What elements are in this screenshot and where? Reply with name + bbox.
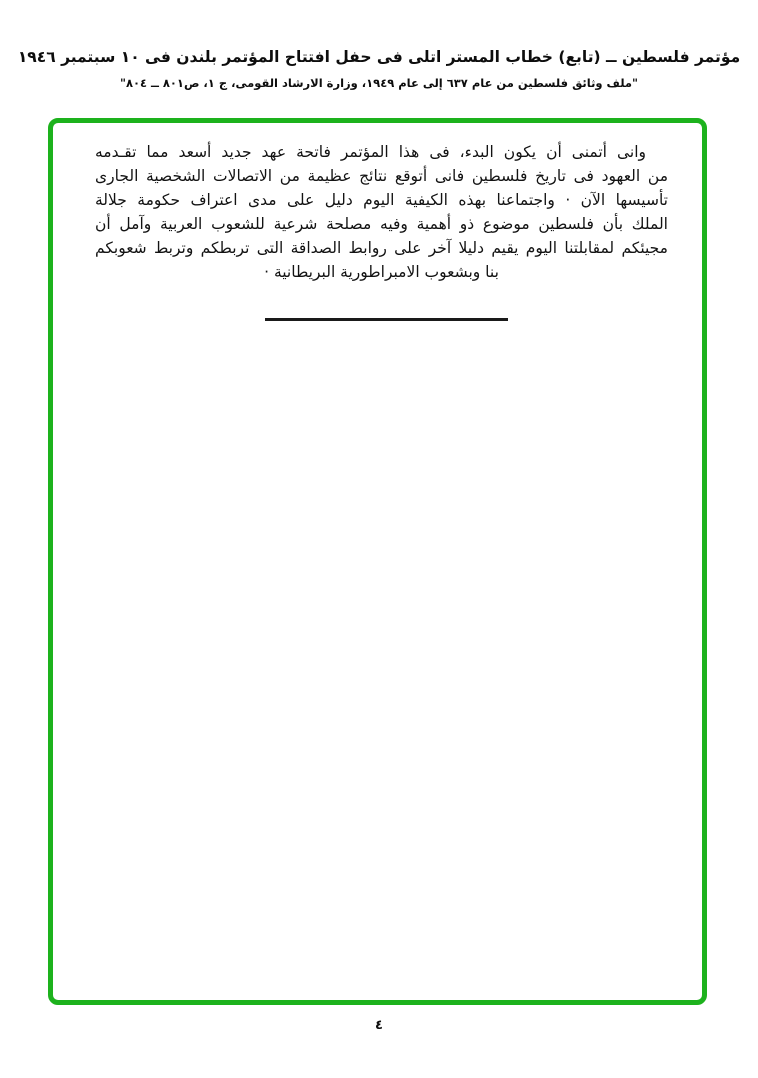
paragraph-line: وانى أتمنى أن يكون البدء، فى هذا المؤتمر فاتحة عهد جديد أسعد مما تقـدمه — [95, 143, 646, 161]
paragraph-line: بنا وبشعوب الامبراطورية البريطانية · — [264, 263, 499, 281]
source-citation: "ملف وثائق فلسطين من عام ٦٣٧ إلى عام ١٩٤٩، وزارة الارشاد القومى، ج ١، ص٨٠١ ــ ٨٠٤" — [119, 76, 639, 90]
paragraph-line: مجيئكم لمقابلتنا اليوم يقيم دليلا آخر على روابط الصداقة التى تربطكم وتربط شعوبكم — [95, 239, 668, 257]
speech-paragraph — [95, 140, 668, 284]
paragraph-line: تأسيسها الآن · واجتماعنا بهذه الكيفية اليوم دليل على مدى اعتراف حكومة جلالة — [95, 191, 668, 209]
highlight-border-box — [48, 118, 707, 1005]
section-divider — [265, 318, 508, 321]
document-header — [0, 46, 758, 91]
document-title: مؤتمر فلسطين ــ (تابع) خطاب المستر اتلى فى حفل افتتاح المؤتمر بلندن فى ١٠ سبتمبر ١٩٤٦ — [17, 48, 741, 66]
paragraph-line: الملك بأن فلسطين موضوع ذو أهمية وفيه مصلحة شرعية للشعوب العربية وآمل أن — [95, 215, 668, 233]
page-number: ٤ — [375, 1018, 383, 1033]
paragraph-line: من العهود فى تاريخ فلسطين فانى أتوقع نتائج عظيمة من الاتصالات الشخصية الجارى — [95, 167, 668, 185]
